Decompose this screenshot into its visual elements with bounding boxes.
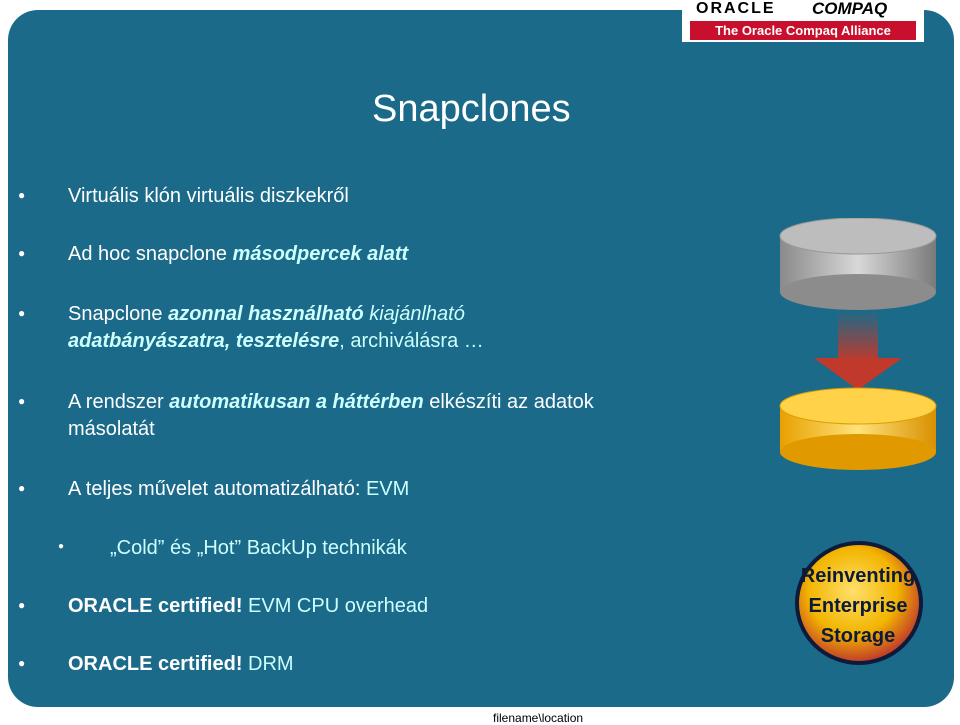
bullet-dot: ● — [18, 481, 26, 495]
bullet-dot: ● — [18, 598, 26, 612]
footer-filename: filename\location — [493, 711, 584, 725]
bullet-dot: ● — [18, 306, 26, 320]
bullet-adhoc: Ad hoc snapclone másodpercek alatt — [68, 243, 409, 265]
bullet-automatic: A rendszer automatikusan a háttérben elkészíti az adatok másolatát — [68, 391, 594, 440]
reinventing-storage-badge — [794, 540, 924, 666]
bullet-dot: ● — [18, 394, 26, 408]
compaq-logo-text: COMPAQ — [812, 0, 888, 18]
arrow-down-icon — [814, 310, 902, 390]
bullet-dot: ● — [18, 656, 26, 670]
badge-line-1: Reinventing — [800, 565, 916, 587]
oracle-logo-text: ORACLE — [696, 0, 776, 17]
bullet-dot: ● — [18, 188, 26, 202]
badge-line-3: Storage — [820, 625, 896, 647]
sub-bullet-dot: ● — [58, 541, 65, 552]
slide-title: Snapclones — [372, 88, 571, 130]
bullet-evm-certified: ORACLE certified! EVM CPU overhead — [68, 595, 429, 617]
alliance-banner: The Oracle Compaq Alliance — [690, 21, 916, 40]
bullet-virtual-clone: Virtuális klón virtuális diszkekről — [68, 185, 349, 207]
bullet-automation: A teljes művelet automatizálható: EVM — [68, 478, 410, 500]
bullet-dot: ● — [18, 246, 26, 260]
snapclone-disks-illustration — [774, 218, 942, 478]
oracle-compaq-logo — [682, 0, 924, 42]
bullet-backup: „Cold” és „Hot” BackUp technikák — [110, 537, 407, 559]
clone-disk — [780, 388, 936, 470]
bullet-snapclone-usage: Snapclone azonnal használható kiajánlható adatbányászatra, tesztelésre, archiválásra … — [68, 303, 484, 352]
badge-line-2: Enterprise — [808, 595, 908, 617]
bullet-drm-certified: ORACLE certified! DRM — [68, 653, 294, 675]
source-disk — [780, 218, 936, 310]
